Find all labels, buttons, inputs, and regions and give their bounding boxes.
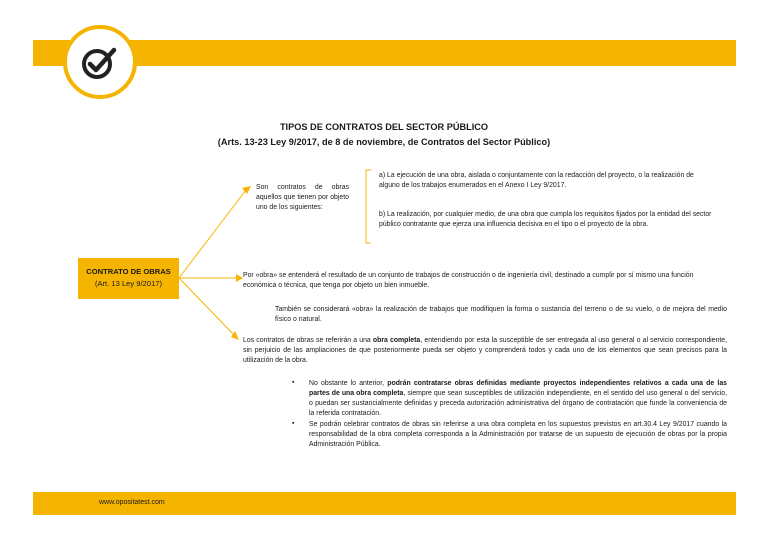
box-subtitle: (Art. 13 Ley 9/2017) [94,279,163,288]
box-title: CONTRATO DE OBRAS [86,267,171,276]
text-segment: , siempre que sean susceptibles de utilización independiente, en el sentido del uso general o del servicio, o puedan ser sustancialmente definidas y preceda autorización administrativa del órgano de contratación que funde la conveniencia de la referida contratación. [309,390,727,417]
branch1-intro: Son contratos de obras aquellos que tienen por objeto uno de los siguientes: [256,184,349,211]
text-bold: obra completa [372,337,421,344]
contract-box [78,258,179,299]
obra-completa-paragraph [243,336,727,366]
bullet-marker: ▪ [292,420,295,427]
bullet-marker: ▪ [292,379,295,386]
obra-definition: Por «obra» se entenderá el resultado de un conjunto de trabajos de construcción o de ingeniería civil, destinado a cumplir por sí mismo una función económica o técnica, que tenga por objeto un bien inmueble. [243,272,694,289]
bracket [366,170,371,243]
text-segment: No obstante lo anterior, [309,380,388,387]
footer-url[interactable]: www.opositatest.com [99,499,165,506]
text-bold: podrán contratarse obras definidas mediante proyectos independientes relativos a cada una de las partes de una obra completa [309,380,728,397]
bullet-2: Se podrán celebrar contratos de obras sin referirse a una obra completa en los supuestos previstos en art.30.4 Ley 9/2017 cuando la responsabilidad de la obra completa corresponda a la Administración por tratarse de un supuesto de ejecución de obras por la propia Administración Pública. [309,421,727,448]
option-b: b) La realización, por cualquier medio, de una obra que cumpla los requisitos fijados por la entidad del sector público contratante que ejerza una influencia decisiva en el tipo o el proyecto de la obra. [379,211,712,228]
document-title: TIPOS DE CONTRATOS DEL SECTOR PÚBLICO [279,122,489,132]
option-a: a) La ejecución de una obra, aislada o conjuntamente con la redacción del proyecto, o la realización de alguno de los trabajos enumerados en el Anexo I Ley 9/2017. [379,172,694,189]
obra-extension: También se considerará «obra» la realización de trabajos que modifiquen la forma o sustancia del terreno o de su vuelo, o de mejora del medio físico o natural. [275,306,727,323]
bullet-1 [309,379,727,419]
arrowhead-3 [231,331,239,340]
text-segment: Los contratos de obras se referirán a una [243,337,373,344]
document-subtitle: (Arts. 13-23 Ley 9/2017, de 8 de noviembre, de Contratos del Sector Público) [217,137,551,147]
text-segment: , entendiendo por esta la susceptible de ser entregada al uso general o al servicio correspondiente, sin perjuicio de las ampliaciones de que posteriormente pueda ser objeto y comprenderá todos y cada uno de los elementos que sean precisos para la utilización de la obra. [243,337,728,364]
connector-line-1 [179,190,246,278]
connector-line-3 [179,278,234,335]
arrowhead-2 [236,274,243,282]
